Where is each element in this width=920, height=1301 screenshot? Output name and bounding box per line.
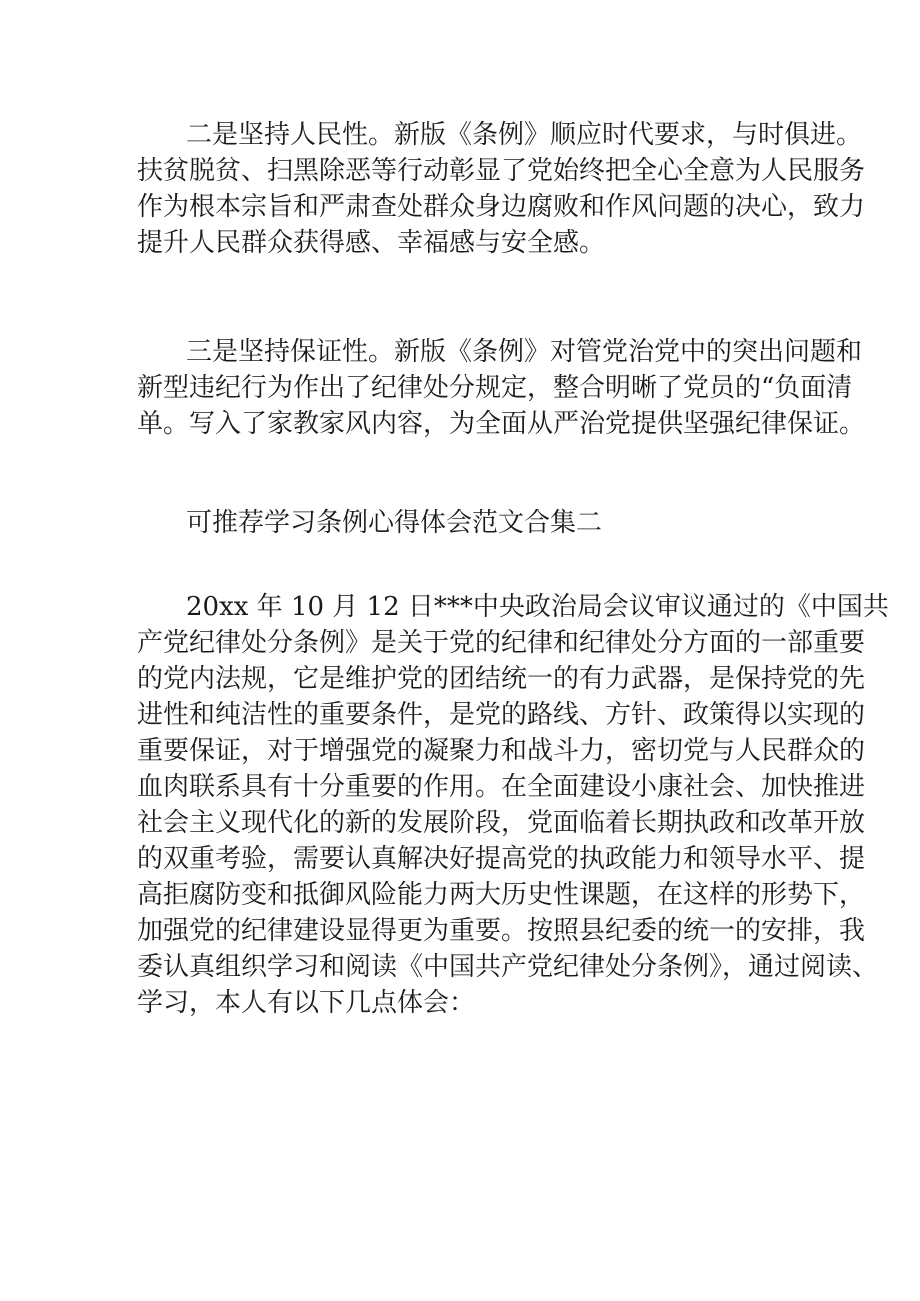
text-line: 的党内法规，它是维护党的团结统一的有力武器，是保持党的先 [137,664,866,694]
text-line: 提升人民群众获得感、幸福感与安全感。 [137,228,606,258]
text-line: 的双重考验，需要认真解决好提高党的执政能力和领导水平、提 [137,844,866,874]
paragraph-guarantee [137,334,866,442]
text-line: 产党纪律处分条例》是关于党的纪律和纪律处分方面的一部重要 [137,628,866,658]
section-heading [137,505,797,541]
text-line: 社会主义现代化的新的发展阶段，党面临着长期执政和改革开放 [137,808,866,838]
text-line: 加强党的纪律建设显得更为重要。按照县纪委的统一的安排，我 [137,916,866,946]
paragraph-people-orientation [137,117,866,261]
paragraph-main-body [137,589,889,1021]
text-line: 高拒腐防变和抵御风险能力两大历史性课题，在这样的形势下， [137,880,866,910]
text-line: 新型违纪行为作出了纪律处分规定，整合明晰了党员的“负面清 [137,373,853,403]
text-line: 血肉联系具有十分重要的作用。在全面建设小康社会、加快推进 [137,772,866,802]
text-line: 单。写入了家教家风内容，为全面从严治党提供坚强纪律保证。 [137,409,866,439]
text-line: 20xx 年 10 月 12 日***中央政治局会议审议通过的《中国共 [186,592,889,622]
text-line: 三是坚持保证性。新版《条例》对管党治党中的突出问题和 [186,337,863,367]
text-line: 委认真组织学习和阅读《中国共产党纪律处分条例》，通过阅读、 [137,952,879,982]
text-line: 学习，本人有以下几点体会： [137,988,476,1018]
text-line: 二是坚持人民性。新版《条例》顺应时代要求，与时俱进。 [186,120,863,150]
heading-text: 可推荐学习条例心得体会范文合集二 [186,508,603,538]
text-line: 扶贫脱贫、扫黑除恶等行动彰显了党始终把全心全意为人民服务 [137,156,866,186]
text-line: 重要保证，对于增强党的凝聚力和战斗力，密切党与人民群众的 [137,736,866,766]
text-line: 进性和纯洁性的重要条件，是党的路线、方针、政策得以实现的 [137,700,866,730]
text-line: 作为根本宗旨和严肃查处群众身边腐败和作风问题的决心，致力 [137,192,866,222]
